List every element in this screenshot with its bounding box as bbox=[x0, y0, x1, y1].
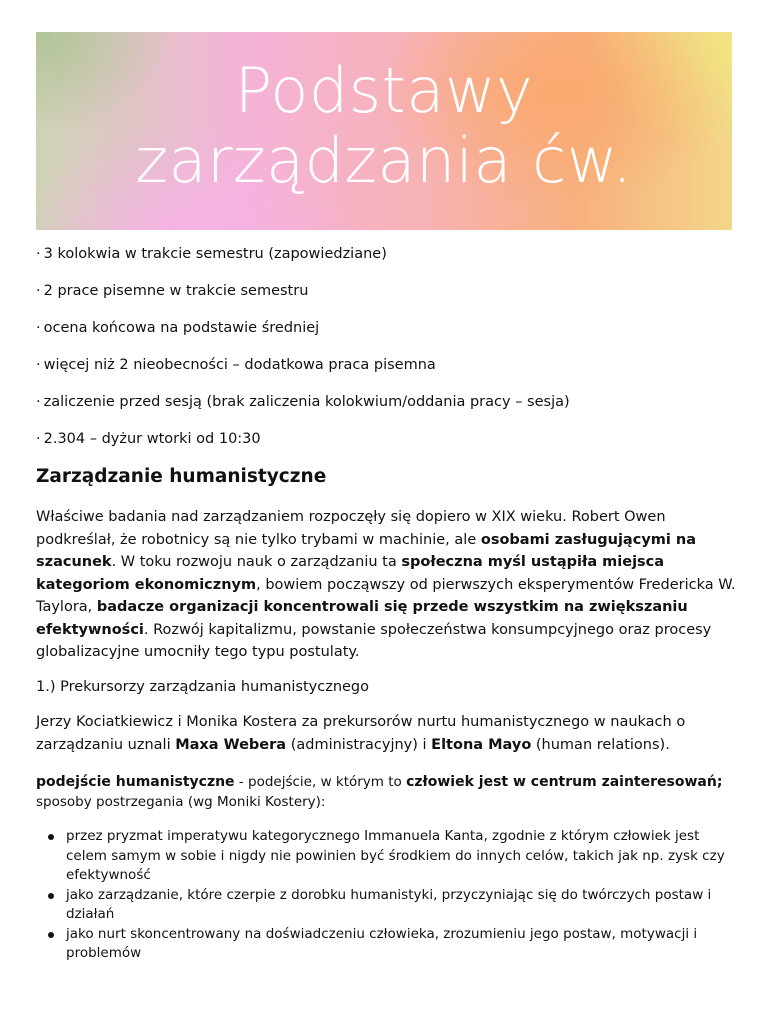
info-bullet bbox=[36, 281, 736, 318]
bullet-dot-icon bbox=[48, 893, 54, 899]
bullet-dot: · bbox=[36, 431, 41, 447]
info-bullet bbox=[36, 392, 736, 429]
bold-run: osobami zasługującymi na szacunek bbox=[36, 531, 697, 570]
list-item-text: jako zarządzanie, które czerpie z dorobku humanistyki, przyczyniając się do twórczych postaw i działań bbox=[66, 886, 712, 922]
text-run: Jerzy Kociatkiewicz i Monika Kostera za prekursorów nurtu humanistycznego w naukach o zarządzaniu uznali bbox=[36, 714, 686, 753]
list-item bbox=[48, 925, 738, 964]
text-run: Właściwe badania nad zarządzaniem rozpoczęły się dopiero w XIX wieku. Robert Owen podkreślał, że robotnicy są nie tylko trybami w machinie, ale bbox=[36, 509, 666, 548]
bold-run: społeczna myśl ustąpiła miejsca kategoriom ekonomicznym bbox=[36, 554, 665, 593]
page-title bbox=[36, 56, 732, 196]
bullet-dot: · bbox=[36, 357, 41, 373]
numbered-subheading: 1.) Prekursorzy zarządzania humanistycznego bbox=[36, 679, 370, 695]
page-title-line1: Podstawy bbox=[234, 54, 534, 127]
text-run: (human relations). bbox=[531, 736, 670, 753]
bullet-dot-icon bbox=[48, 834, 54, 840]
list-item-text: jako nurt skoncentrowany na doświadczeniu człowieka, zrozumieniu jego postaw, motywacji i problemów bbox=[66, 925, 698, 961]
intro-paragraph bbox=[36, 506, 736, 664]
bullet-dot: · bbox=[36, 320, 41, 336]
bullet-dot: · bbox=[36, 394, 41, 410]
info-bullet-text: 2.304 – dyżur wtorki od 10:30 bbox=[43, 431, 261, 447]
info-bullet bbox=[36, 355, 736, 392]
info-bullet-text: 2 prace pisemne w trakcie semestru bbox=[43, 283, 309, 299]
text-run: (administracyjny) i bbox=[286, 736, 432, 753]
bold-run: badacze organizacji koncentrowali się przede wszystkim na zwiększaniu efektywności bbox=[36, 599, 688, 638]
info-bullet-text: 3 kolokwia w trakcie semestru (zapowiedziane) bbox=[43, 246, 387, 262]
list-item bbox=[48, 886, 738, 925]
page-title-line2: zarządzania ćw. bbox=[135, 124, 633, 197]
bullet-dot: · bbox=[36, 246, 41, 262]
text-run: sposoby postrzegania (wg Moniki Kostery): bbox=[36, 794, 326, 810]
info-bullet-list bbox=[36, 244, 736, 466]
info-bullet-text: więcej niż 2 nieobecności – dodatkowa praca pisemna bbox=[43, 357, 436, 373]
list-item bbox=[48, 827, 738, 886]
bold-run: Eltona Mayo bbox=[431, 736, 532, 753]
info-bullet bbox=[36, 244, 736, 281]
list-item-text: przez pryzmat imperatywu kategorycznego Immanuela Kanta, zgodnie z którym człowiek jest celem samym w sobie i nigdy nie powinien być środkiem do innych celów, takich jak np. zysk czy efektywność bbox=[66, 828, 725, 883]
info-bullet-text: ocena końcowa na podstawie średniej bbox=[43, 320, 320, 336]
text-run: - podejście, w którym to bbox=[234, 774, 407, 790]
text-run: . Rozwój kapitalizmu, powstanie społeczeństwa konsumpcyjnego oraz procesy globalizacyjne umocniły tego typu postulaty. bbox=[36, 621, 712, 660]
definition-paragraph bbox=[36, 772, 736, 812]
section-heading: Zarządzanie humanistyczne bbox=[36, 466, 327, 487]
title-banner bbox=[36, 32, 732, 230]
info-bullet bbox=[36, 318, 736, 355]
text-run: . W toku rozwoju nauk o zarządzaniu ta bbox=[111, 554, 402, 570]
text-run: , bowiem począwszy od pierwszych eksperymentów Fredericka W. Taylora, bbox=[36, 576, 736, 615]
perspectives-list bbox=[48, 827, 738, 964]
bold-run: Maxa Webera bbox=[175, 736, 287, 753]
info-bullet-text: zaliczenie przed sesją (brak zaliczenia kolokwium/oddania pracy – sesja) bbox=[43, 394, 570, 410]
bold-run: podejście humanistyczne bbox=[36, 774, 235, 790]
bullet-dot: · bbox=[36, 283, 41, 299]
bold-run: człowiek jest w centrum zainteresowań; bbox=[406, 774, 723, 790]
info-bullet bbox=[36, 429, 736, 466]
precursors-paragraph bbox=[36, 711, 736, 756]
bullet-dot-icon bbox=[48, 932, 54, 938]
